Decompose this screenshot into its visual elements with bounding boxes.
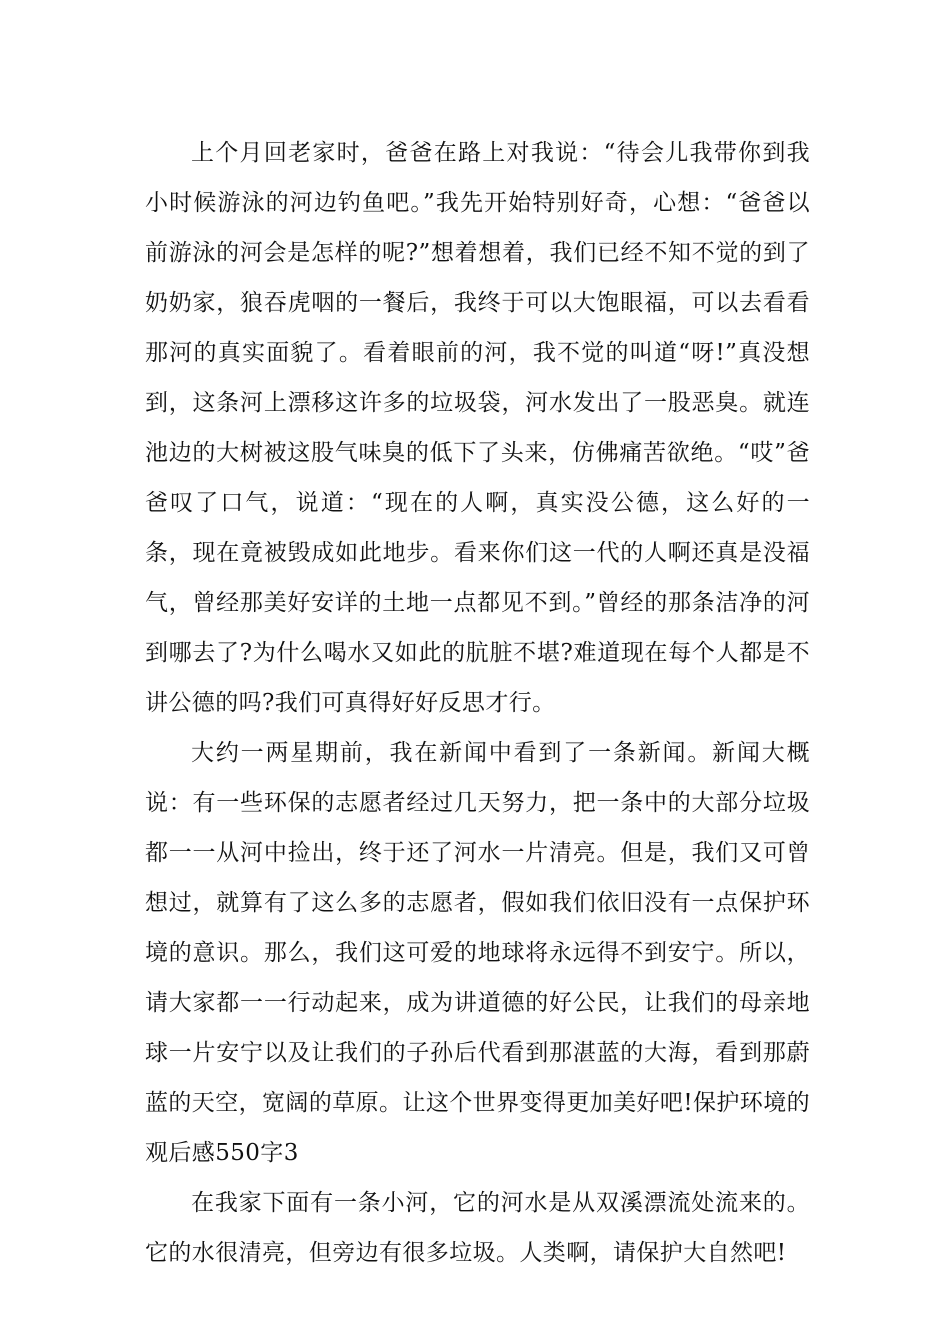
document-body [145, 128, 810, 1278]
paragraph-3: 在我家下面有一条小河，它的河水是从双溪漂流处流来的。它的水很清亮，但旁边有很多垃圾。人类啊，请保护大自然吧! [145, 1190, 810, 1266]
paragraph-1: 上个月回老家时，爸爸在路上对我说：“待会儿我带你到我小时候游泳的河边钓鱼吧。”我先开始特别好奇，心想：“爸爸以前游泳的河会是怎样的呢?”想着想着，我们已经不知不觉的到了奶奶家，狼吞虎咽的一餐后，我终于可以大饱眼福，可以去看看那河的真实面貌了。看着眼前的河，我不觉的叫道“呀!”真没想到，这条河上漂移这许多的垃圾袋，河水发出了一股恶臭。就连池边的大树被这股气味臭的低下了头来，仿佛痛苦欲绝。“哎”爸爸叹了口气，说道：“现在的人啊，真实没公德，这么好的一条，现在竟被毁成如此地步。看来你们这一代的人啊还真是没福气，曾经那美好安详的土地一点都见不到。”曾经的那条洁净的河到哪去了?为什么喝水又如此的肮脏不堪?难道现在每个人都是不讲公德的吗?我们可真得好好反思才行。 [145, 140, 810, 716]
paragraph-2: 大约一两星期前，我在新闻中看到了一条新闻。新闻大概说：有一些环保的志愿者经过几天努力，把一条中的大部分垃圾都一一从河中捡出，终于还了河水一片清亮。但是，我们又可曾想过，就算有了这么多的志愿者，假如我们依旧没有一点保护环境的意识。那么，我们这可爱的地球将永远得不到安宁。所以，请大家都一一行动起来，成为讲道德的好公民，让我们的母亲地球一片安宁以及让我们的子孙后代看到那湛蓝的大海，看到那蔚蓝的天空，宽阔的草原。让这个世界变得更加美好吧!保护环境的观后感550字3 [145, 740, 810, 1166]
